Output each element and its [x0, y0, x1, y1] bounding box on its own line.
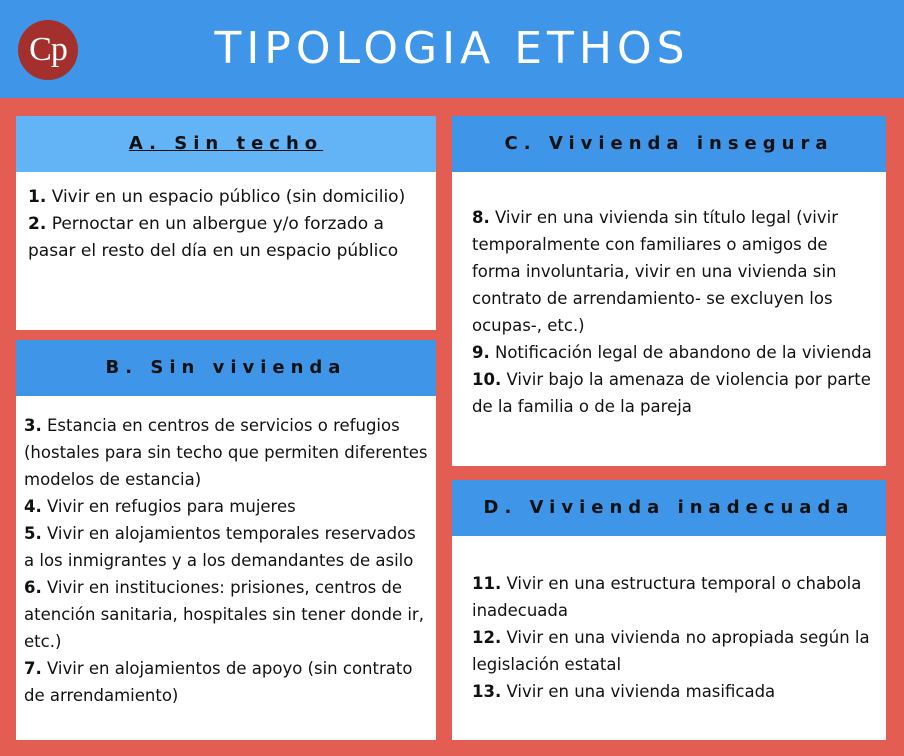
list-item: 11. Vivir en una estructura temporal o chabola inadecuada — [472, 574, 862, 620]
list-item: 6. Vivir en instituciones: prisiones, centros de atención sanitaria, hospitales sin tener donde ir, etc.) — [24, 578, 424, 651]
list-item: 2. Pernoctar en un albergue y/o forzado a pasar el resto del día en un espacio público — [28, 214, 399, 261]
panel-b-heading: B. Sin vivienda — [16, 340, 436, 396]
list-item: 1. Vivir en un espacio público (sin domicilio) — [28, 187, 406, 207]
logo: Cp — [18, 20, 78, 80]
list-item: 5. Vivir en alojamientos temporales reservados a los inmigrantes y a los demandantes de asilo — [24, 524, 416, 570]
list-item: 12. Vivir en una vivienda no apropiada según la legislación estatal — [472, 628, 870, 674]
panel-a-body — [16, 172, 436, 265]
panel-a-heading: A. Sin techo — [16, 116, 436, 172]
list-item: 7. Vivir en alojamientos de apoyo (sin contrato de arrendamiento) — [24, 659, 413, 705]
panel-d-heading: D. Vivienda inadecuada — [452, 480, 886, 536]
panel-c — [452, 116, 886, 466]
panel-d — [452, 480, 886, 740]
panel-c-body — [452, 172, 886, 420]
panel-c-heading: C. Vivienda insegura — [452, 116, 886, 172]
panel-d-body — [452, 536, 886, 705]
panel-b-body — [16, 396, 436, 709]
list-item: 8. Vivir en una vivienda sin título legal (vivir temporalmente con familiares o amigos de forma involuntaria, vivir en una vivienda sin contrato de arrendamiento- se excluyen los ocupas-, etc.) — [472, 208, 838, 335]
panel-a — [16, 116, 436, 330]
list-item: 10. Vivir bajo la amenaza de violencia por parte de la familia o de la pareja — [472, 370, 871, 416]
list-item: 4. Vivir en refugios para mujeres — [24, 497, 296, 516]
page-title: TIPOLOGIA ETHOS — [214, 23, 690, 74]
header-banner — [0, 0, 904, 98]
panel-b — [16, 340, 436, 740]
list-item: 13. Vivir en una vivienda masificada — [472, 682, 776, 701]
list-item: 9. Notificación legal de abandono de la vivienda — [472, 343, 872, 362]
list-item: 3. Estancia en centros de servicios o refugios (hostales para sin techo que permiten diferentes modelos de estancia) — [24, 416, 428, 489]
